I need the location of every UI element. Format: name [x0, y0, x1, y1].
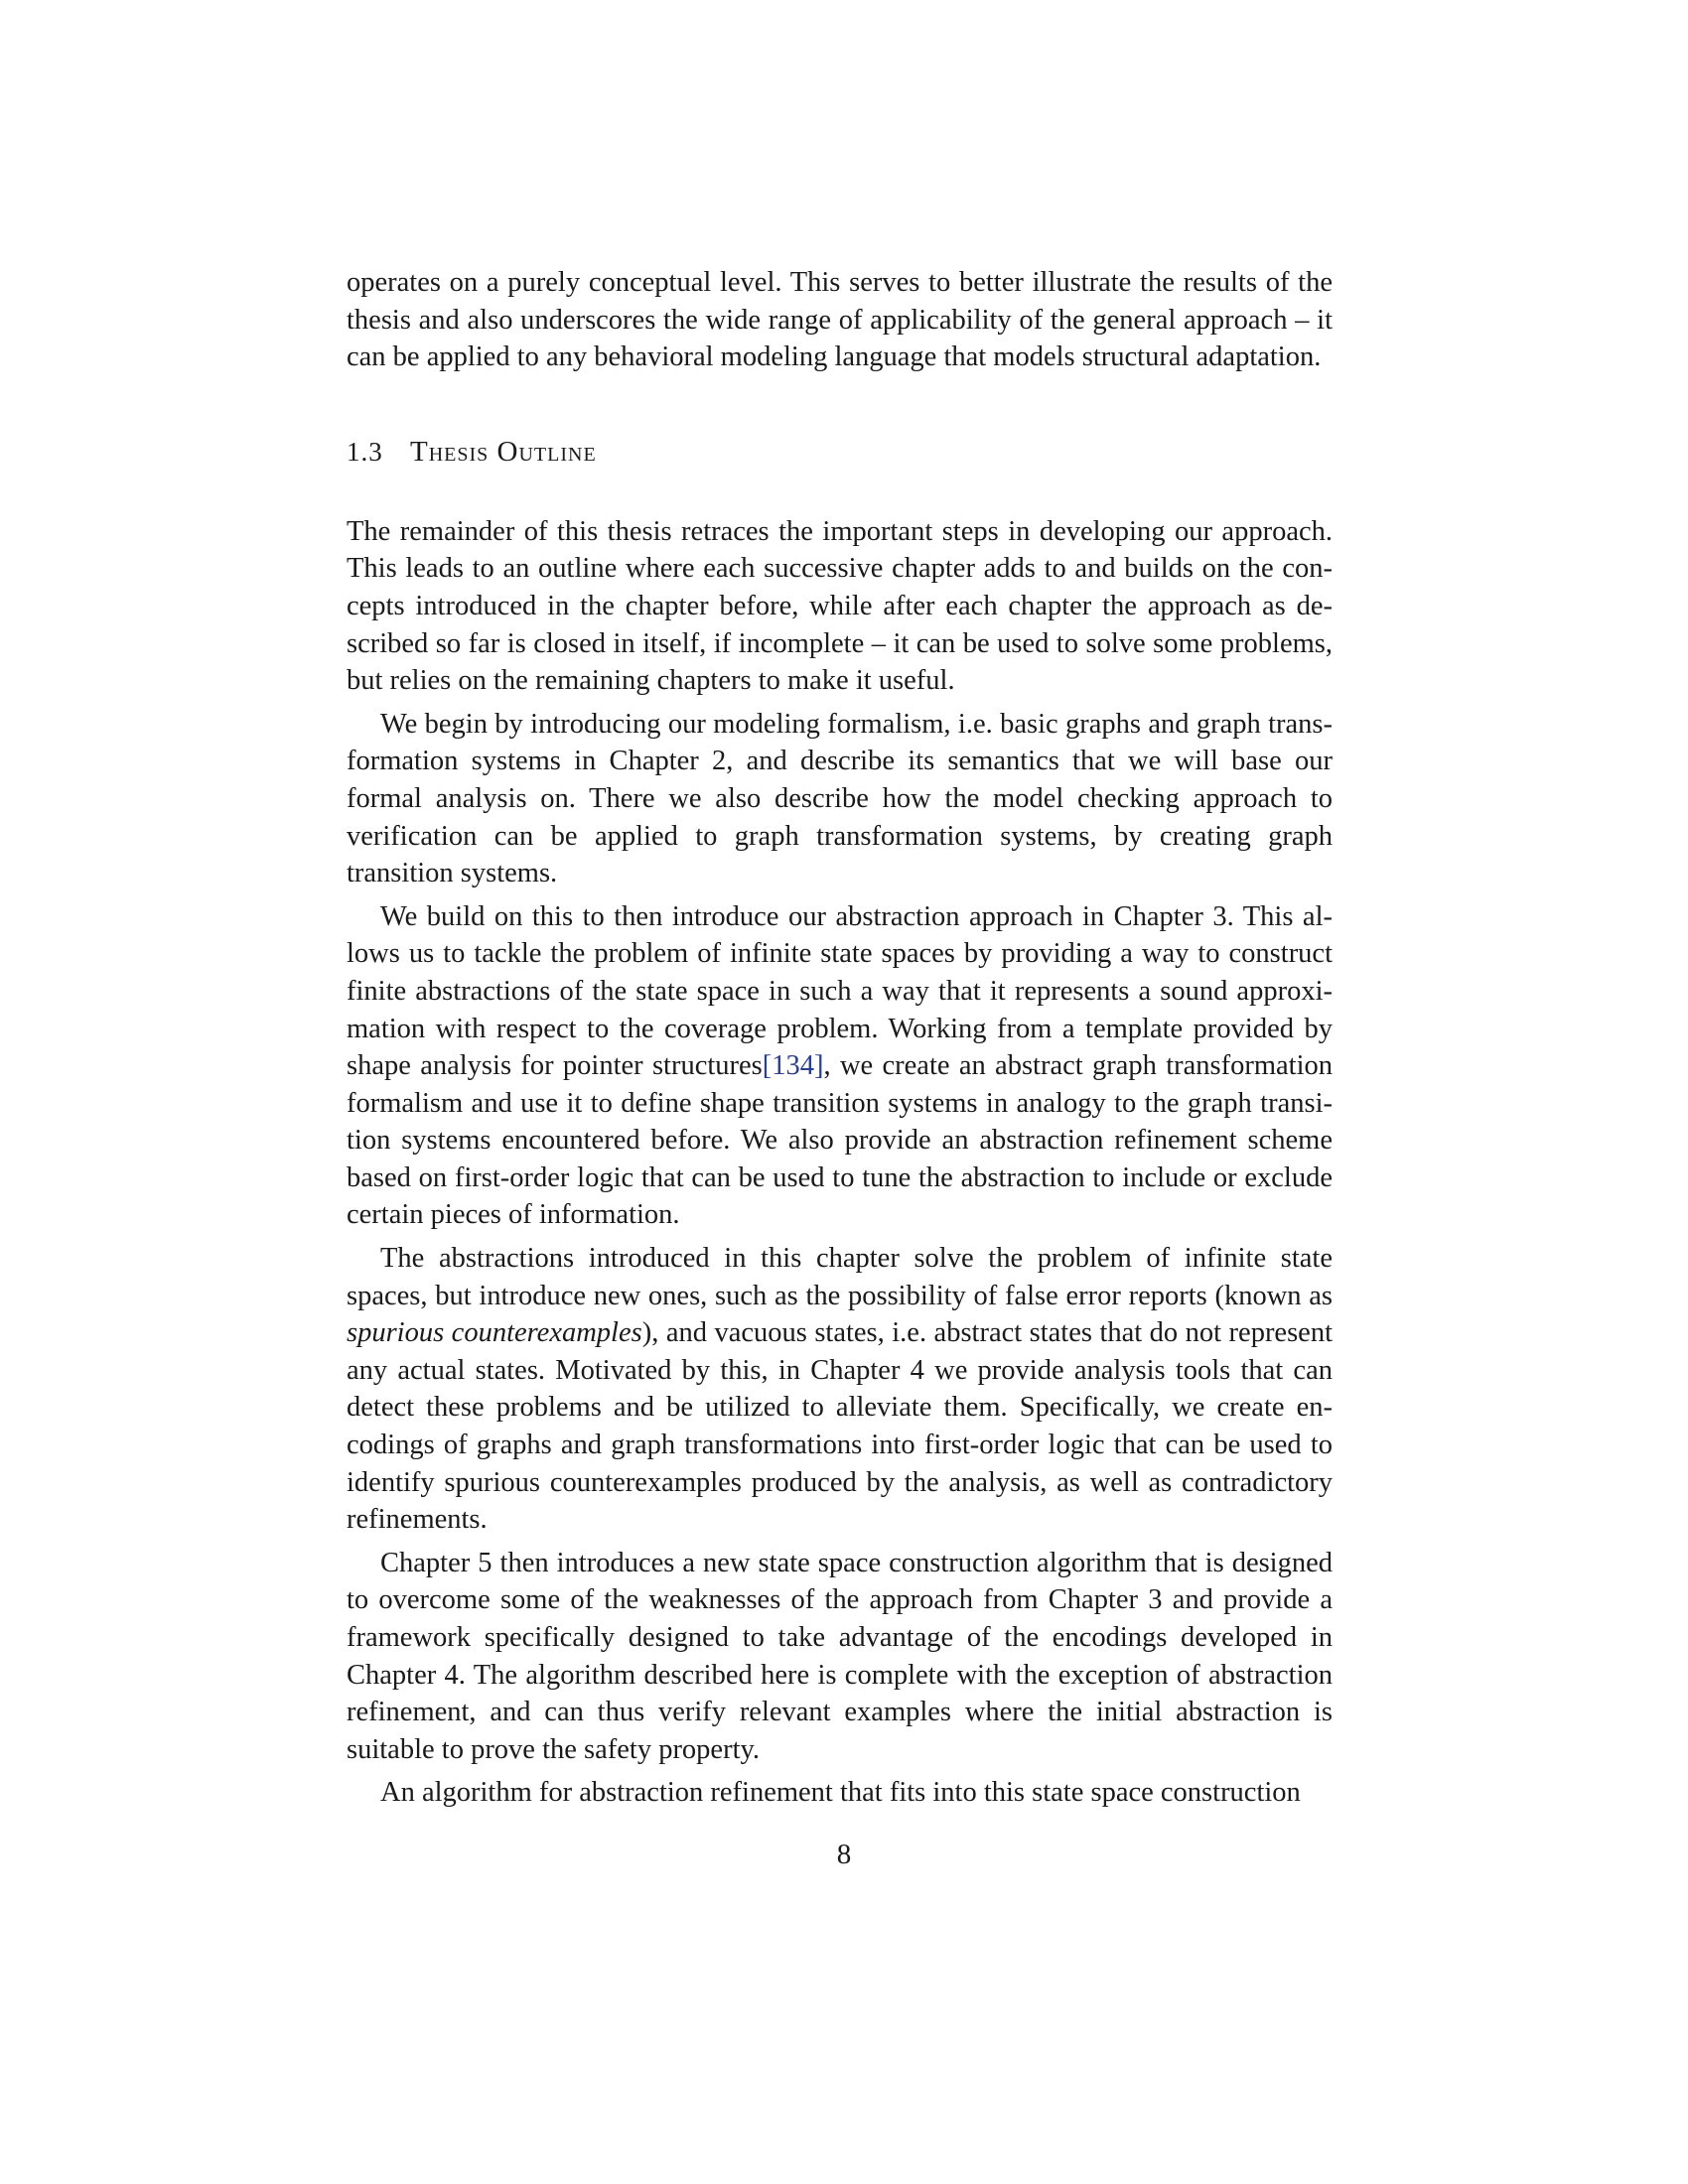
emphasis-spurious-counterexamples: spurious counterexamples: [347, 1317, 642, 1349]
paragraph-chapter-4-text-a: The abstractions introduced in this chapter solve the problem of infinite state spaces, but introduce new ones, such as the possibility of false error reports (known as: [347, 1243, 1333, 1311]
paragraph-outline-intro: The remainder of this thesis retraces the important steps in developing our approach. This leads to an outline where each successive chapter adds to and builds on the concepts introduced in the chapter before, while after each chapter the approach as described so far is closed in itself, if incomplete – it can be used to solve some problems, but relies on the remaining chapters to make it useful.: [347, 515, 1333, 697]
paragraph-chapter-3-text-b: , we create an abstract graph transformation formalism and use it to define shape transition systems in analogy to the graph transition systems encountered before. We also provide an abstraction refinement scheme based on first-order logic that can be used to tune the abstraction to include or exclude certain pieces of information.: [347, 1050, 1333, 1231]
paragraph-chapter-5: Chapter 5 then introduces a new state space construction algorithm that is designed to overcome some of the weaknesses of the approach from Chapter 3 and provide a framework specifically designed to take advantage of the encodings developed in Chapter 4. The algorithm described here is complete with the exception of abstraction refinement, and can thus verify relevant examples where the initial abstraction is suitable to prove the safety property.: [347, 1547, 1333, 1765]
section-heading: [347, 436, 1333, 479]
citation-link-134[interactable]: [134]: [762, 1050, 824, 1082]
section-title: Thesis Outline: [410, 435, 597, 468]
intro-paragraph: operates on a purely conceptual level. This serves to better illustrate the results of the thesis and also underscores the wide range of applicability of the general approach – it can be applied to any behavioral modeling language that models structural adaptation.: [347, 267, 1333, 373]
section-number: 1.3: [347, 436, 383, 467]
paragraph-abstraction-refinement: An algorithm for abstraction refinement that fits into this state space construction: [380, 1777, 1301, 1809]
paragraph-chapter-3-text-a: We build on this to then introduce our abstraction approach in Chapter 3. This allows us to tackle the problem of infinite state spaces by providing a way to construct finite abstractions of the state space in such a way that it represents a sound approximation with respect to the coverage problem. Working from a template provided by shape analysis for pointer structures: [347, 900, 1333, 1082]
paragraph-chapter-2: We begin by introducing our modeling formalism, i.e. basic graphs and graph transformation systems in Chapter 2, and describe its semantics that we will base our formal analysis on. There we also describe how the model checking approach to verification can be applied to graph transformation systems, by creating graph transition systems.: [347, 708, 1333, 889]
paragraph-chapter-4: [347, 1240, 1333, 1539]
page-number: 8: [836, 1839, 852, 1870]
paragraph-chapter-3: [347, 898, 1333, 1234]
page-body: [347, 264, 1333, 1812]
paragraph-chapter-4-text-b: ), and vacuous states, i.e. abstract states that do not represent any actual states. Motivated by this, in Chapter 4 we provide analysis tools that can detect these problems and be utilized to alleviate them. Specifically, we create encodings of graphs and graph transformations into first-order logic that can be used to identify spurious counterexamples produced by the analysis, as well as contradictory refinements.: [347, 1317, 1333, 1536]
